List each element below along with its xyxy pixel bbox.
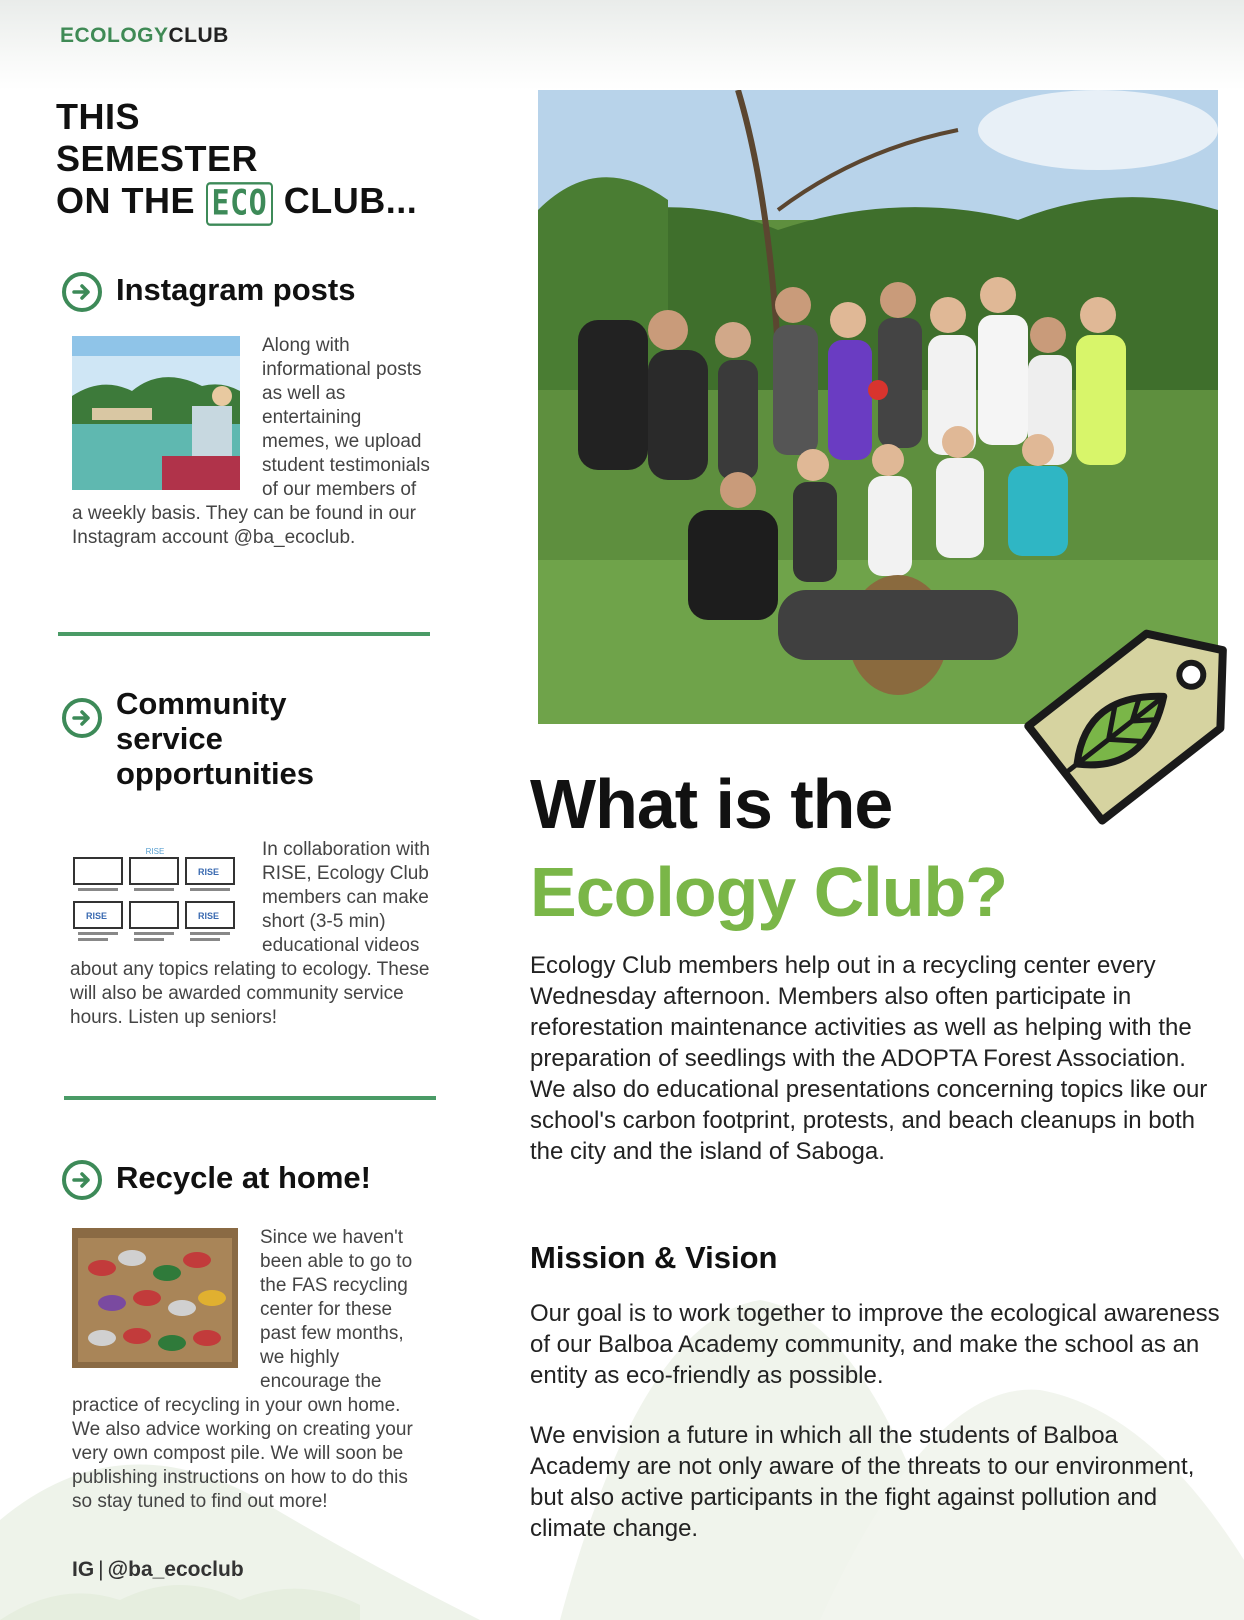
arrow-right-circle-icon bbox=[62, 698, 102, 738]
instagram-footer bbox=[72, 1558, 244, 1582]
section-title-text: Instagram posts bbox=[116, 272, 356, 307]
intro-heading bbox=[56, 96, 436, 223]
recycling-cans-photo bbox=[72, 1228, 238, 1368]
arrow-right-circle-icon bbox=[62, 1160, 102, 1200]
title-line: service bbox=[116, 721, 223, 756]
rise-label: RISE bbox=[145, 847, 165, 856]
intro-line-3 bbox=[56, 180, 436, 223]
intro-line-1: THIS bbox=[56, 96, 141, 137]
section-community-body bbox=[70, 838, 430, 1030]
section-instagram-body bbox=[72, 334, 432, 550]
section-text: In collaboration with RISE, Ecology Club members can make short (3-5 min) educational videos about any topics relating to ecology. These will also be awarded community service hours. Listen up seniors! bbox=[70, 839, 430, 1028]
rise-tile-text: RISE bbox=[198, 911, 220, 921]
title-line: opportunities bbox=[116, 756, 315, 791]
main-headline bbox=[530, 760, 1007, 936]
mission-goal-paragraph: Our goal is to work together to improve the ecological awareness of our Balboa Academy community, and make the school as an entity as eco-friendly as possible. bbox=[530, 1300, 1220, 1389]
title-line: Community bbox=[116, 686, 287, 721]
rise-tile-text: RISE bbox=[198, 867, 220, 877]
eco-badge: ECO bbox=[206, 182, 274, 226]
section-community-title bbox=[62, 686, 314, 791]
intro-on-the: ON THE bbox=[56, 180, 196, 221]
section-title-text: Recycle at home! bbox=[116, 1160, 371, 1195]
rise-thumbnails bbox=[70, 840, 240, 952]
brand-club: CLUB bbox=[168, 24, 229, 47]
arrow-right-circle-icon bbox=[62, 272, 102, 312]
brand-header bbox=[60, 24, 229, 48]
section-instagram-title bbox=[62, 272, 355, 312]
intro-club: CLUB... bbox=[283, 180, 418, 221]
mission-vision-paragraph: We envision a future in which all the students of Balboa Academy are not only aware of the threats to our environment, but also active participants in the fight against pollution and climate change. bbox=[530, 1422, 1195, 1542]
section-recycle-body bbox=[72, 1226, 432, 1514]
section-title-text bbox=[116, 686, 314, 791]
brand-eco: ECOLOGY bbox=[60, 24, 169, 47]
section-text: Along with informational posts as well as entertaining memes, we upload student testimonials of our members of a weekly basis. They can be found in our Instagram account @ba_ecoclub. bbox=[72, 335, 430, 548]
leaf-tag-icon bbox=[1000, 560, 1244, 860]
headline-line-2: Ecology Club? bbox=[530, 853, 1007, 931]
intro-line-2: SEMESTER bbox=[56, 138, 259, 179]
section-recycle-title bbox=[62, 1160, 371, 1200]
headline-line-1: What is the bbox=[530, 765, 893, 843]
section-divider bbox=[58, 632, 430, 636]
footer-ig: IG bbox=[72, 1558, 95, 1581]
section-divider bbox=[64, 1096, 436, 1100]
footer-separator: | bbox=[98, 1558, 104, 1581]
lagoon-photo bbox=[72, 336, 240, 490]
mission-title: Mission & Vision bbox=[530, 1240, 778, 1275]
rise-video-grid bbox=[70, 840, 240, 952]
section-text: Since we haven't been able to go to the FAS recycling center for these past few months, we highly encourage the practice of recycling in your own home. We also advice working on creating your very own compost pile. We will soon be publishing instructions on how to do this so stay tuned to find out more! bbox=[72, 1227, 413, 1512]
footer-handle: @ba_ecoclub bbox=[107, 1558, 244, 1581]
about-paragraph: Ecology Club members help out in a recycling center every Wednesday afternoon. Members also often participate in reforestation maintenance activities as well as helping with the preparation of seedlings with the ADOPTA Forest Association. We also do educational presentations concerning topics like our school's carbon footprint, protests, and beach cleanups in both the city and the island of Saboga. bbox=[530, 952, 1208, 1165]
rise-tile-text: RISE bbox=[86, 911, 108, 921]
